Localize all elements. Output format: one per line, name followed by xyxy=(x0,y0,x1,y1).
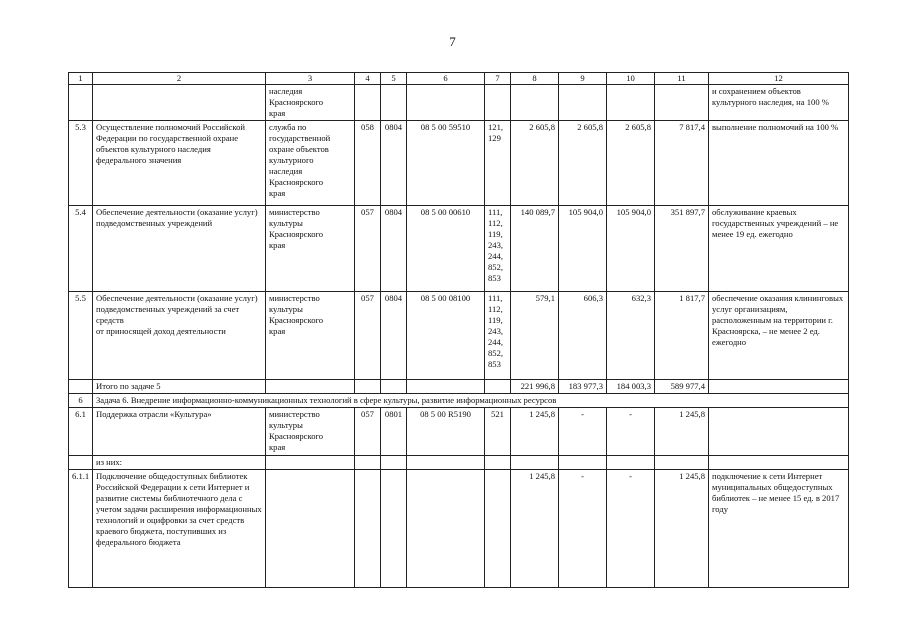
result-cell: обслуживание краевых государственных учреждений – не менее 19 ед. ежегодно xyxy=(709,206,849,292)
of-which-label: из них: xyxy=(93,456,266,470)
of-which-row xyxy=(69,456,849,470)
rzpr-cell: 0804 xyxy=(381,292,407,380)
grbs-cell: 057 xyxy=(355,408,381,456)
result-cell xyxy=(709,408,849,456)
table-row xyxy=(69,121,849,206)
total-value: 1 245,8 xyxy=(655,470,709,588)
year2-value: 2 605,8 xyxy=(559,121,607,206)
year3-value: - xyxy=(607,408,655,456)
year2-value: 183 977,3 xyxy=(559,380,607,394)
year3-value: 184 003,3 xyxy=(607,380,655,394)
row-number: 6.1 xyxy=(69,408,93,456)
vr-cell: 121, 129 xyxy=(485,121,511,206)
task-heading-row xyxy=(69,394,849,408)
header-cell: 10 xyxy=(607,73,655,85)
vr-cell: 111, 112, 119, 243, 244, 852, 853 xyxy=(485,206,511,292)
table-row xyxy=(69,292,849,380)
year2-value: - xyxy=(559,408,607,456)
row-number: 5.5 xyxy=(69,292,93,380)
year3-value: 632,3 xyxy=(607,292,655,380)
year1-value: 579,1 xyxy=(511,292,559,380)
total-value: 7 817,4 xyxy=(655,121,709,206)
page-number: 7 xyxy=(449,34,456,49)
year3-value: 2 605,8 xyxy=(607,121,655,206)
measure-name: Осуществление полномочий Российской Федерации по государственной охране объектов культурного наследия федерального значения xyxy=(93,121,266,206)
total-value: 1 245,8 xyxy=(655,408,709,456)
row-number: 6 xyxy=(69,394,93,408)
year1-value: 140 089,7 xyxy=(511,206,559,292)
grbs-cell: 058 xyxy=(355,121,381,206)
row-number: 6.1.1 xyxy=(69,470,93,588)
header-cell: 9 xyxy=(559,73,607,85)
row-number: 5.3 xyxy=(69,121,93,206)
grbs-cell: 057 xyxy=(355,206,381,292)
executor-cell: министерство культуры Красноярского края xyxy=(266,408,355,456)
rzpr-cell: 0801 xyxy=(381,408,407,456)
header-row xyxy=(69,73,849,85)
rzpr-cell: 0804 xyxy=(381,206,407,292)
year2-value: 105 904,0 xyxy=(559,206,607,292)
total-value: 351 897,7 xyxy=(655,206,709,292)
row-number: 5.4 xyxy=(69,206,93,292)
program-table xyxy=(68,72,849,588)
csr-cell: 08 5 00 08100 xyxy=(407,292,485,380)
table-row xyxy=(69,206,849,292)
csr-cell: 08 5 00 59510 xyxy=(407,121,485,206)
total-value: 589 977,4 xyxy=(655,380,709,394)
executor-cell: наследия Красноярского края xyxy=(266,85,355,121)
year3-value: 105 904,0 xyxy=(607,206,655,292)
result-cell: подключение к сети Интернет муниципальных общедоступных библиотек – не менее 15 ед. в 2017 году xyxy=(709,470,849,588)
vr-cell: 111, 112, 119, 243, 244, 852, 853 xyxy=(485,292,511,380)
year2-value: - xyxy=(559,470,607,588)
result-cell: и сохранением объектов культурного наследия, на 100 % xyxy=(709,85,849,121)
result-cell: выполнение полномочий на 100 % xyxy=(709,121,849,206)
year1-value: 221 996,8 xyxy=(511,380,559,394)
year2-value: 606,3 xyxy=(559,292,607,380)
header-cell: 8 xyxy=(511,73,559,85)
grbs-cell: 057 xyxy=(355,292,381,380)
csr-cell: 08 5 00 00610 xyxy=(407,206,485,292)
task-title: Задача 6. Внедрение информационно-коммуникационных технологий в сфере культуры, развитие информационных ресурсов xyxy=(93,394,849,408)
header-cell: 11 xyxy=(655,73,709,85)
table-row xyxy=(69,470,849,588)
total-value: 1 817,7 xyxy=(655,292,709,380)
measure-name: Обеспечение деятельности (оказание услуг) подведомственных учреждений за счет средств от приносящей доход деятельности xyxy=(93,292,266,380)
table-row xyxy=(69,408,849,456)
header-cell: 12 xyxy=(709,73,849,85)
subtotal-label: Итого по задаче 5 xyxy=(93,380,266,394)
year1-value: 1 245,8 xyxy=(511,408,559,456)
header-cell: 6 xyxy=(407,73,485,85)
vr-cell: 521 xyxy=(485,408,511,456)
result-cell: обеспечение оказания клининговых услуг организациям, расположенным на территории г. Красноярска, – не менее 2 ед. ежегодно xyxy=(709,292,849,380)
year3-value: - xyxy=(607,470,655,588)
year1-value: 1 245,8 xyxy=(511,470,559,588)
header-cell: 7 xyxy=(485,73,511,85)
subtotal-row xyxy=(69,380,849,394)
year1-value: 2 605,8 xyxy=(511,121,559,206)
header-cell: 5 xyxy=(381,73,407,85)
executor-cell: министерство культуры Красноярского края xyxy=(266,206,355,292)
csr-cell: 08 5 00 R5190 xyxy=(407,408,485,456)
measure-name: Подключение общедоступных библиотек Российской Федерации к сети Интернет и развитие системы библиотечного дела с учетом задачи расширения информационных технологий и оцифровки за счет средств краевого бюджета, поступивших из федерального бюджета xyxy=(93,470,266,588)
header-cell: 4 xyxy=(355,73,381,85)
header-cell: 1 xyxy=(69,73,93,85)
measure-name: Обеспечение деятельности (оказание услуг) подведомственных учреждений xyxy=(93,206,266,292)
measure-name: Поддержка отрасли «Культура» xyxy=(93,408,266,456)
rzpr-cell: 0804 xyxy=(381,121,407,206)
executor-cell: служба по государственной охране объектов культурного наследия Красноярского края xyxy=(266,121,355,206)
continuation-row xyxy=(69,85,849,121)
header-cell: 3 xyxy=(266,73,355,85)
header-cell: 2 xyxy=(93,73,266,85)
executor-cell: министерство культуры Красноярского края xyxy=(266,292,355,380)
